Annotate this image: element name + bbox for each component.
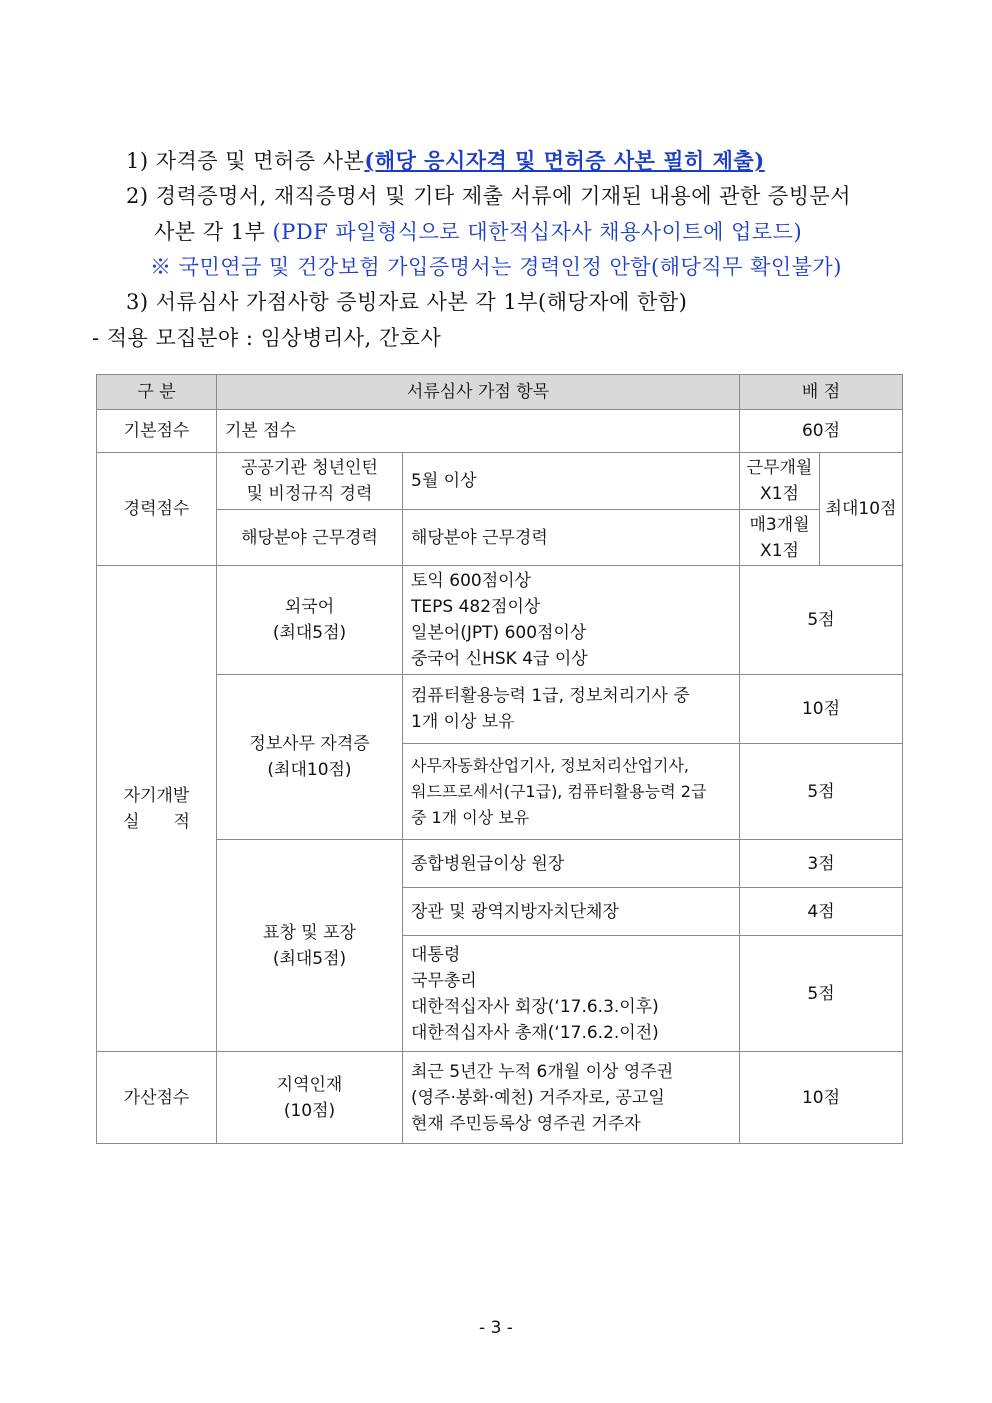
table-row [97, 1052, 903, 1144]
table-header-row [97, 375, 903, 410]
header-items: 서류심사 가점 항목 [217, 375, 740, 410]
it-item-1 [403, 675, 740, 744]
basic-score: 60점 [740, 410, 903, 453]
basic-item: 기본 점수 [217, 410, 740, 453]
it-item-2-c: 중 1개 이상 보유 [411, 807, 530, 827]
lang-sub [217, 566, 403, 675]
career-category: 경력점수 [97, 453, 217, 566]
bonus-item-c: 현재 주민등록상 영주권 거주자 [411, 1113, 641, 1134]
bonus-item [403, 1052, 740, 1144]
career-unit-2 [740, 510, 820, 566]
career-unit-1 [740, 453, 820, 510]
score-table [96, 374, 903, 1144]
career-sub-1-b: 및 비정규직 경력 [246, 484, 373, 504]
list-item: TEPS 482점이상 [411, 597, 541, 617]
item-3: 3) 서류심사 가점사항 증빙자료 사본 각 1부(해당자에 한함) [126, 290, 688, 314]
it-item-2-b: 워드프로세서(구1급), 컴퓨터활용능력 2급 [411, 781, 707, 801]
lang-score: 5점 [740, 566, 903, 675]
header-score: 배 점 [740, 375, 903, 410]
table-row [97, 410, 903, 453]
lang-sub-a: 외국어 [284, 597, 335, 617]
award-sub-a: 표창 및 포장 [263, 922, 356, 943]
it-item-2-a: 사무자동화산업기사, 정보처리산업기사, [411, 755, 690, 775]
header-category: 구 분 [97, 375, 217, 410]
list-item: 중국어 신HSK 4급 이상 [411, 649, 588, 669]
table-row [97, 675, 903, 744]
bonus-category: 가산점수 [97, 1052, 217, 1144]
note: ※ 국민연금 및 건강보험 가입증명서는 경력인정 안함(해당직무 확인불가) [150, 255, 842, 279]
career-max: 최대10점 [820, 453, 903, 566]
item-2-line-2 [154, 218, 802, 246]
career-unit-2-a: 매3개월 [749, 514, 810, 535]
career-item-2: 해당분야 근무경력 [403, 510, 740, 566]
career-item-1: 5월 이상 [403, 453, 740, 510]
award-score-2: 4점 [740, 888, 903, 936]
career-unit-2-b: X1점 [760, 540, 799, 561]
it-score-2: 5점 [740, 744, 903, 840]
career-sub-1-a: 공공기관 청년인턴 [241, 458, 378, 478]
career-sub-2: 해당분야 근무경력 [217, 510, 403, 566]
bonus-item-b: (영주·봉화·예천) 거주자로, 공고일 [411, 1087, 665, 1108]
basic-category: 기본점수 [97, 410, 217, 453]
lang-sub-b: (최대5점) [272, 623, 347, 643]
bonus-sub [217, 1052, 403, 1144]
it-item-1-a: 컴퓨터활용능력 1급, 정보처리기사 중 [411, 686, 690, 706]
list-item: 토익 600점이상 [411, 571, 531, 591]
it-sub [217, 675, 403, 840]
career-sub-1 [217, 453, 403, 510]
award-score-3: 5점 [740, 936, 903, 1052]
award-sub-b: (최대5점) [272, 948, 347, 969]
table-row [97, 453, 903, 510]
award-item-3 [403, 936, 740, 1052]
it-item-2 [403, 744, 740, 840]
item-1-highlight: (해당 응시자격 및 면허증 사본 필히 제출) [364, 148, 765, 173]
lang-items [403, 566, 740, 675]
table-row [97, 840, 903, 888]
award-score-1: 3점 [740, 840, 903, 888]
table-row [97, 566, 903, 675]
item-2-line-2-blue: (PDF 파일형식으로 대한적십자사 채용사이트에 업로드) [272, 220, 803, 244]
career-unit-1-a: 근무개월 [746, 458, 813, 478]
it-sub-a: 정보사무 자격증 [249, 734, 370, 754]
self-category [97, 566, 217, 1052]
item-1-text: 1) 자격증 및 면허증 사본 [126, 149, 365, 173]
bonus-score: 10점 [740, 1052, 903, 1144]
it-item-1-b: 1개 이상 보유 [411, 712, 515, 732]
award-sub [217, 840, 403, 1052]
list-item: 대통령 [411, 944, 461, 965]
item-2-line-1: 2) 경력증명서, 재직증명서 및 기타 제출 서류에 기재된 내용에 관한 증빙문서 [126, 184, 852, 208]
award-item-2: 장관 및 광역지방자치단체장 [403, 888, 740, 936]
list-item: 국무총리 [411, 970, 477, 991]
item-2-line-2-text: 사본 각 1부 [154, 220, 273, 244]
self-category-a: 자기개발 [123, 785, 190, 806]
list-item: 대한적십자사 회장(‘17.6.3.이후) [411, 996, 659, 1017]
applies-to: - 적용 모집분야 : 임상병리사, 간호사 [92, 326, 442, 350]
bonus-sub-b: (10점) [283, 1100, 336, 1121]
self-category-b: 실 적 [123, 811, 190, 832]
bonus-item-a: 최근 5년간 누적 6개월 이상 영주권 [411, 1061, 674, 1082]
list-item: 대한적십자사 총재(‘17.6.2.이전) [411, 1022, 659, 1043]
career-unit-1-b: X1점 [760, 484, 799, 504]
table-row [97, 510, 903, 566]
bonus-sub-a: 지역인재 [276, 1074, 343, 1095]
page-number: - 3 - [479, 1318, 513, 1338]
it-sub-b: (최대10점) [267, 760, 352, 780]
item-1 [126, 147, 765, 175]
list-item: 일본어(JPT) 600점이상 [411, 623, 587, 643]
it-score-1: 10점 [740, 675, 903, 744]
award-item-1: 종합병원급이상 원장 [403, 840, 740, 888]
